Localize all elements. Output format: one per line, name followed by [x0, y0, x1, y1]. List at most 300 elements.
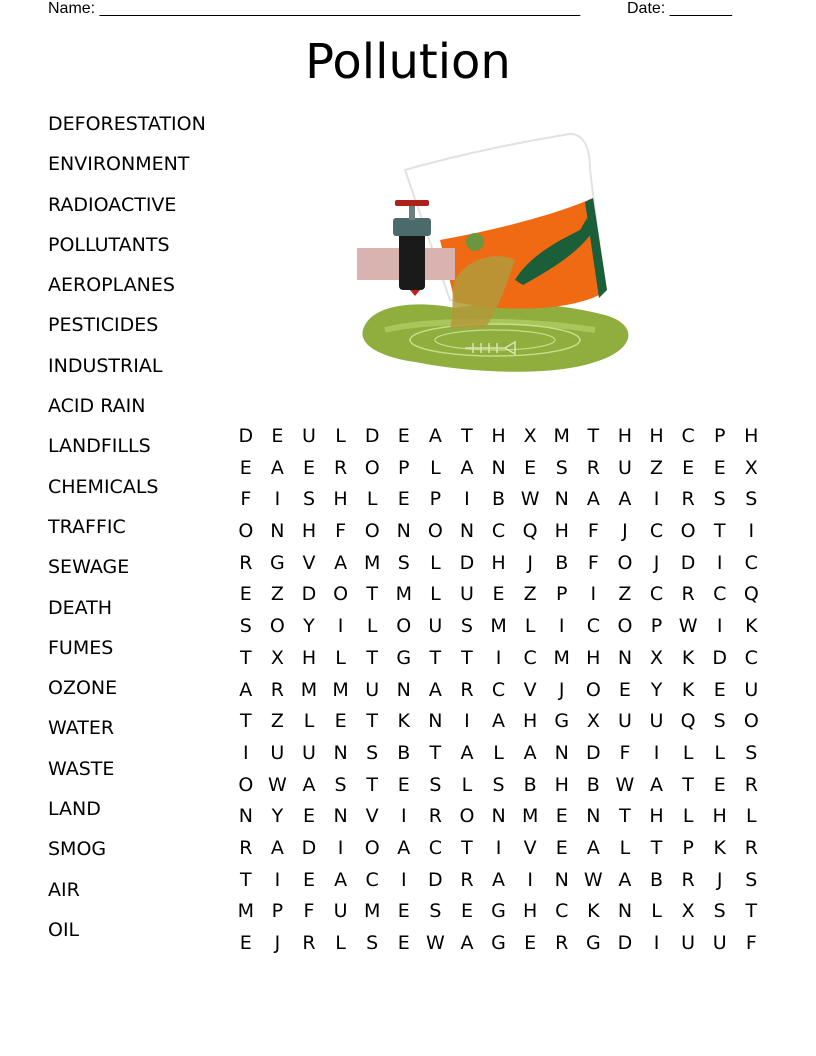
grid-cell: N [333, 805, 348, 828]
grid-cell: S [713, 488, 726, 511]
grid-cell: Q [522, 520, 538, 543]
grid-cell: E [397, 900, 410, 923]
grid-cell: L [430, 583, 441, 606]
grid-cell: I [495, 646, 502, 669]
word-list-item: ACID RAIN [48, 395, 146, 418]
grid-cell: R [681, 488, 695, 511]
grid-cell: C [649, 583, 664, 606]
grid-cell: K [587, 900, 600, 923]
grid-cell: R [555, 932, 569, 954]
grid-cell: L [493, 741, 504, 764]
grid-cell: Z [650, 456, 664, 479]
grid-cell: L [366, 488, 378, 511]
grid-cell: O [238, 520, 254, 543]
grid-cell: I [748, 520, 755, 543]
grid-cell: S [239, 615, 252, 638]
grid-cell: L [335, 932, 346, 954]
grid-cell: H [491, 551, 506, 574]
grid-cell: S [334, 773, 347, 796]
valve-handle [395, 200, 429, 206]
grid-cell: T [366, 583, 378, 606]
grid-cell: A [586, 836, 600, 859]
grid-cell: R [333, 456, 348, 479]
grid-cell: P [398, 456, 410, 479]
grid-row [230, 706, 767, 738]
grid-row [230, 421, 767, 453]
grid-cell: E [302, 456, 315, 479]
grid-cell: C [491, 520, 506, 543]
grid-cell: G [396, 646, 412, 669]
valve-body [399, 230, 425, 290]
grid-cell: D [238, 425, 254, 447]
grid-cell: B [649, 868, 664, 891]
grid-row [230, 548, 767, 580]
grid-cell: U [302, 425, 316, 447]
grid-cell: I [716, 551, 723, 574]
grid-cell: N [459, 520, 475, 543]
grid-cell: W [425, 932, 445, 954]
grid-cell: H [712, 805, 727, 828]
grid-cell: I [400, 868, 407, 891]
grid-cell: A [239, 678, 253, 701]
grid-cell: E [524, 932, 537, 954]
grid-cell: S [397, 551, 410, 574]
grid-cell: Y [650, 678, 663, 701]
grid-cell: R [270, 678, 284, 701]
word-list-item: DEATH [48, 596, 113, 619]
grid-cell: J [527, 551, 533, 574]
grid-row [230, 896, 767, 928]
grid-cell: M [237, 900, 254, 923]
grid-cell: E [302, 868, 315, 891]
grid-cell: S [429, 773, 442, 796]
grid-cell: V [302, 551, 316, 574]
grid-cell: O [364, 520, 380, 543]
grid-cell: F [587, 520, 599, 543]
grid-cell: D [428, 868, 443, 891]
grid-cell: A [492, 710, 506, 733]
grid-cell: X [523, 425, 537, 447]
grid-cell: I [400, 805, 407, 828]
grid-cell: I [716, 615, 723, 638]
grid-row [230, 484, 767, 516]
grid-cell: F [587, 551, 599, 574]
grid-cell: O [617, 551, 633, 574]
grid-cell: A [586, 488, 600, 511]
grid-cell: W [678, 615, 698, 638]
grid-cell: A [428, 678, 442, 701]
grid-cell: O [585, 678, 601, 701]
grid-cell: E [555, 805, 568, 828]
grid-cell: I [464, 710, 470, 733]
grid-row [230, 865, 767, 897]
word-list-item: SEWAGE [48, 556, 130, 579]
grid-cell: D [364, 425, 380, 447]
grid-cell: K [713, 836, 726, 859]
grid-cell: O [396, 615, 412, 638]
grid-cell: X [681, 900, 695, 923]
grid-cell: I [527, 868, 533, 891]
grid-cell: E [682, 456, 695, 479]
grid-cell: N [554, 488, 569, 511]
grid-row [230, 453, 767, 485]
grid-cell: T [239, 868, 252, 891]
grid-cell: X [744, 456, 758, 479]
grid-cell: W [520, 488, 540, 511]
grid-cell: V [365, 805, 379, 828]
grid-cell: N [491, 805, 506, 828]
grid-cell: E [239, 932, 252, 954]
grid-cell: W [615, 773, 635, 796]
grid-cell: H [301, 646, 317, 669]
grid-cell: D [301, 836, 317, 859]
grid-cell: I [337, 615, 344, 638]
grid-cell: S [713, 710, 726, 733]
grid-cell: O [269, 615, 285, 638]
grid-cell: C [744, 646, 758, 669]
grid-cell: E [397, 488, 410, 511]
grid-cell: Z [618, 583, 632, 606]
grid-cell: K [681, 678, 695, 701]
grid-cell: S [302, 488, 316, 511]
grid-cell: F [303, 900, 315, 923]
grid-cell: W [267, 773, 287, 796]
grid-cell: V [523, 836, 537, 859]
word-list-item: WASTE [48, 757, 115, 780]
grid-cell: J [558, 678, 565, 701]
grid-cell: U [302, 741, 316, 764]
grid-cell: A [270, 836, 284, 859]
grid-cell: A [523, 741, 537, 764]
grid-cell: L [303, 710, 315, 733]
grid-cell: L [335, 646, 346, 669]
grid-cell: T [619, 805, 631, 828]
grid-cell: H [617, 425, 633, 447]
grid-cell: T [682, 773, 694, 796]
grid-cell: W [583, 868, 603, 891]
grid-cell: H [554, 520, 569, 543]
grid-cell: T [366, 773, 378, 796]
grid-row [230, 675, 767, 707]
grid-cell: D [680, 551, 696, 574]
grid-cell: N [428, 710, 443, 733]
grid-cell: A [334, 551, 348, 574]
grid-cell: E [524, 456, 537, 479]
grid-cell: N [554, 741, 569, 764]
grid-cell: C [555, 900, 569, 923]
grid-cell: U [712, 932, 727, 954]
grid-cell: A [460, 932, 474, 954]
grid-cell: G [554, 710, 570, 733]
grid-cell: N [396, 520, 411, 543]
grid-cell: O [238, 773, 254, 796]
grid-cell: N [491, 456, 506, 479]
grid-cell: T [461, 836, 473, 859]
word-list-item: LANDFILLS [48, 435, 151, 458]
grid-cell: N [270, 520, 285, 543]
name-field-label: Name: ______________________________________________________ [48, 0, 581, 17]
grid-cell: O [427, 520, 443, 543]
grid-cell: L [524, 615, 536, 638]
grid-cell: A [397, 836, 411, 859]
grid-cell: H [649, 805, 664, 828]
grid-cell: R [586, 456, 600, 479]
grid-cell: T [366, 646, 378, 669]
grid-cell: L [682, 805, 694, 828]
grid-cell: A [460, 456, 474, 479]
grid-cell: D [459, 551, 475, 574]
grid-cell: H [491, 425, 506, 447]
grid-cell: H [744, 425, 759, 447]
grid-cell: L [335, 425, 346, 447]
grid-cell: S [429, 900, 442, 923]
grid-cell: E [397, 773, 410, 796]
grid-cell: J [653, 551, 660, 574]
grid-cell: I [274, 488, 281, 511]
grid-cell: B [523, 773, 537, 796]
grid-cell: E [239, 583, 252, 606]
grid-cell: T [745, 900, 758, 923]
grid-cell: I [558, 615, 565, 638]
grid-cell: N [396, 678, 411, 701]
grid-cell: H [301, 520, 317, 543]
grid-cell: S [745, 488, 758, 511]
grid-row [230, 801, 767, 833]
grid-cell: R [302, 932, 316, 954]
grid-row [230, 516, 767, 548]
grid-cell: L [430, 456, 441, 479]
grid-cell: O [617, 615, 633, 638]
word-list-item: OIL [48, 918, 80, 941]
grid-cell: S [366, 741, 379, 764]
grid-cell: Z [523, 583, 537, 606]
grid-cell: U [649, 710, 664, 733]
grid-row [230, 770, 767, 802]
grid-cell: R [681, 868, 695, 891]
grid-cell: X [650, 646, 664, 669]
grid-cell: M [332, 678, 349, 701]
grid-cell: M [521, 805, 539, 828]
grid-cell: B [586, 773, 600, 796]
word-list-item: SMOG [48, 838, 107, 861]
word-list-item: CHEMICALS [48, 475, 159, 498]
grid-cell: D [712, 646, 728, 669]
grid-row [230, 579, 767, 611]
grid-cell: Y [271, 805, 284, 828]
grid-cell: G [491, 900, 506, 923]
grid-cell: A [618, 488, 632, 511]
grid-cell: C [586, 615, 600, 638]
grid-cell: S [713, 900, 726, 923]
grid-cell: A [650, 773, 664, 796]
grid-cell: O [743, 710, 759, 733]
grid-cell: G [491, 932, 506, 954]
grid-cell: Q [680, 710, 696, 733]
grid-cell: M [363, 900, 381, 923]
grid-cell: N [238, 805, 253, 828]
grid-cell: H [554, 773, 569, 796]
grid-cell: S [366, 932, 379, 954]
grid-cell: L [746, 805, 757, 828]
grid-cell: O [680, 520, 696, 543]
grid-cell: R [744, 836, 758, 859]
grid-cell: X [270, 646, 284, 669]
grid-cell: M [363, 551, 381, 574]
grid-cell: D [617, 932, 633, 954]
grid-cell: E [555, 836, 568, 859]
grid-cell: E [713, 678, 726, 701]
grid-cell: O [333, 583, 349, 606]
word-search-grid [230, 421, 767, 960]
grid-cell: M [300, 678, 318, 701]
grid-cell: C [523, 646, 537, 669]
grid-cell: T [461, 646, 473, 669]
grid-cell: U [744, 678, 759, 701]
grid-cell: T [239, 710, 252, 733]
grid-cell: J [622, 520, 628, 543]
grid-cell: Y [303, 615, 315, 638]
grid-cell: Z [270, 710, 284, 733]
grid-cell: E [492, 583, 505, 606]
grid-cell: A [334, 868, 348, 891]
grid-cell: G [270, 551, 285, 574]
grid-cell: C [713, 583, 727, 606]
grid-cell: A [618, 868, 632, 891]
grid-cell: D [301, 583, 317, 606]
grid-cell: H [522, 710, 538, 733]
word-list-item: AIR [48, 878, 80, 901]
grid-row [230, 611, 767, 643]
grid-cell: J [274, 932, 281, 954]
grid-cell: N [617, 646, 633, 669]
grid-cell: E [271, 425, 284, 447]
grid-cell: F [619, 741, 631, 764]
grid-cell: F [335, 520, 347, 543]
grid-cell: R [460, 678, 474, 701]
grid-cell: I [590, 583, 597, 606]
word-list-item: ENVIRONMENT [48, 153, 190, 176]
grid-cell: H [522, 900, 538, 923]
grid-cell: B [397, 741, 411, 764]
grid-cell: M [490, 615, 507, 638]
word-list [48, 110, 206, 956]
grid-cell: T [239, 646, 252, 669]
grid-cell: P [429, 488, 442, 511]
grid-cell: C [649, 520, 664, 543]
grid-cell: S [745, 741, 758, 764]
grid-cell: V [523, 678, 537, 701]
grid-cell: P [271, 900, 284, 923]
grid-row [230, 833, 767, 865]
grid-cell: L [651, 900, 662, 923]
grid-cell: X [586, 710, 600, 733]
grid-cell: U [617, 456, 632, 479]
grid-cell: R [744, 773, 758, 796]
grid-cell: D [586, 741, 601, 764]
grid-row [230, 643, 767, 675]
grid-cell: S [492, 773, 505, 796]
grid-cell: L [714, 741, 725, 764]
grid-cell: Z [270, 583, 284, 606]
grid-cell: A [492, 868, 506, 891]
word-list-item: LAND [48, 798, 101, 821]
word-list-item: DEFORESTATION [48, 113, 206, 135]
word-list-item: POLLUTANTS [48, 233, 170, 256]
word-list-item: OZONE [48, 677, 118, 700]
grid-cell: S [745, 868, 758, 891]
grid-cell: O [364, 836, 380, 859]
grid-cell: E [397, 425, 410, 447]
word-list-item: RADIOACTIVE [48, 193, 177, 216]
grid-cell: E [334, 710, 347, 733]
grid-cell: E [302, 805, 315, 828]
grid-cell: I [653, 488, 660, 511]
grid-cell: I [495, 836, 502, 859]
grid-cell: H [586, 646, 601, 669]
grid-cell: A [270, 456, 284, 479]
grid-cell: U [428, 615, 443, 638]
grid-cell: N [554, 868, 569, 891]
grid-cell: B [555, 551, 569, 574]
grid-cell: J [716, 868, 723, 891]
grid-cell: N [586, 805, 601, 828]
grid-cell: L [619, 836, 631, 859]
grid-cell: A [460, 741, 474, 764]
word-list-item: PESTICIDES [48, 314, 159, 337]
grid-row [230, 928, 767, 960]
grid-cell: H [649, 425, 664, 447]
grid-cell: I [653, 932, 660, 954]
grid-cell: K [745, 615, 758, 638]
grid-cell: E [713, 773, 726, 796]
grid-cell: L [682, 741, 694, 764]
grid-cell: I [653, 741, 660, 764]
word-list-item: FUMES [48, 636, 114, 659]
grid-cell: C [428, 836, 442, 859]
grid-cell: P [682, 836, 694, 859]
grid-cell: B [492, 488, 506, 511]
grid-cell: E [460, 900, 473, 923]
grid-cell: M [553, 425, 570, 447]
grid-cell: U [365, 678, 380, 701]
grid-cell: A [428, 425, 442, 447]
date-field-label: Date: _______ [627, 0, 732, 17]
grid-cell: O [364, 456, 380, 479]
grid-cell: S [555, 456, 568, 479]
grid-cell: U [333, 900, 348, 923]
grid-cell: I [274, 868, 281, 891]
word-list-item: TRAFFIC [48, 515, 126, 538]
grid-cell: U [681, 932, 696, 954]
word-list-item: WATER [48, 717, 115, 740]
grid-cell: E [713, 456, 726, 479]
grid-cell: L [366, 615, 378, 638]
grid-cell: P [650, 615, 663, 638]
grid-cell: O [459, 805, 475, 828]
grid-cell: H [333, 488, 348, 511]
grid-cell: S [460, 615, 473, 638]
grid-cell: R [681, 583, 695, 606]
grid-cell: P [556, 583, 568, 606]
grid-cell: M [395, 583, 412, 606]
grid-cell: L [430, 551, 441, 574]
grid-cell: R [239, 551, 253, 574]
grid-cell: K [397, 710, 410, 733]
grid-cell: T [366, 710, 378, 733]
grid-cell: K [681, 646, 695, 669]
grid-cell: E [239, 456, 252, 479]
grid-cell: T [461, 425, 473, 447]
